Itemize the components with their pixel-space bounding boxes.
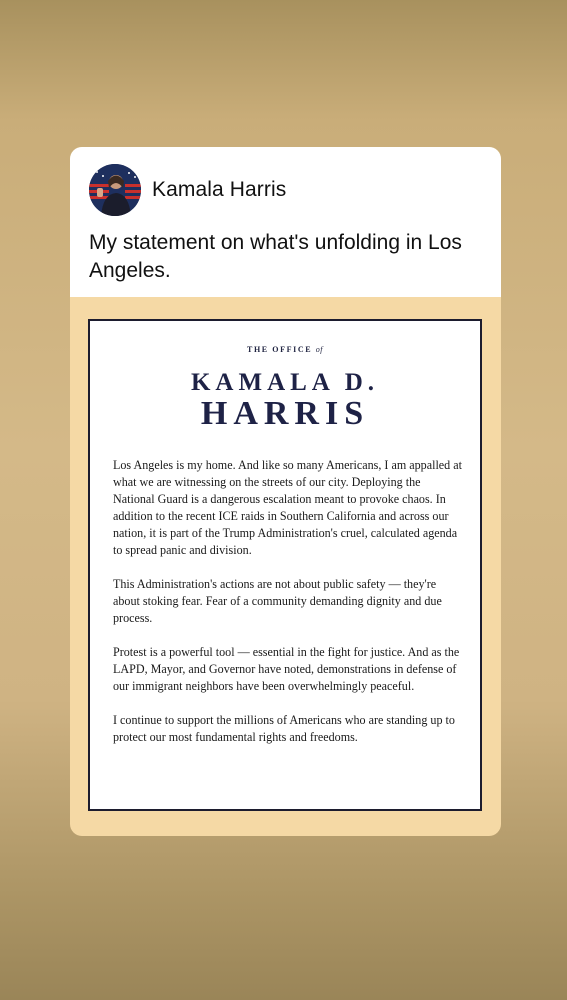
post-caption: My statement on what's unfolding in Los Angeles.: [89, 231, 462, 282]
avatar[interactable]: [89, 164, 141, 216]
statement-paragraph: This Administration's actions are not about public safety — they're about stoking fear. Fear of a community demanding dignity and due process.: [113, 577, 442, 625]
statement-paragraph: Protest is a powerful tool — essential in the fight for justice. And as the LAPD, Mayor, and Governor have noted, demonstrations in defense of our immigrant neighbors have been overwhelmingly peaceful.: [113, 645, 460, 693]
document-name-line-1: KAMALA D.: [190, 369, 380, 396]
kicker-text: THE OFFICE: [247, 345, 313, 354]
profile-photo-icon: [89, 164, 141, 216]
statement-paragraph: I continue to support the millions of Americans who are standing up to protect our most fundamental rights and freedoms.: [113, 713, 455, 744]
author-name[interactable]: Kamala Harris: [152, 178, 287, 201]
document-kicker: [90, 345, 480, 354]
document-name-line-2: HARRIS: [200, 395, 370, 432]
statement-document[interactable]: [88, 319, 482, 811]
shared-post-card[interactable]: [70, 147, 501, 836]
kicker-of-text: of: [315, 345, 323, 354]
statement-paragraph: Los Angeles is my home. And like so many Americans, I am appalled at what we are witnessing on the streets of our city. Deploying the National Guard is a dangerous escalation meant to provoke chaos. In addition to the recent ICE raids in Southern California and across our nation, it is part of the Trump Administration's cruel, calculated agenda to spread panic and division.: [113, 458, 462, 557]
statement-body: [113, 457, 463, 763]
post-header: [70, 147, 501, 297]
